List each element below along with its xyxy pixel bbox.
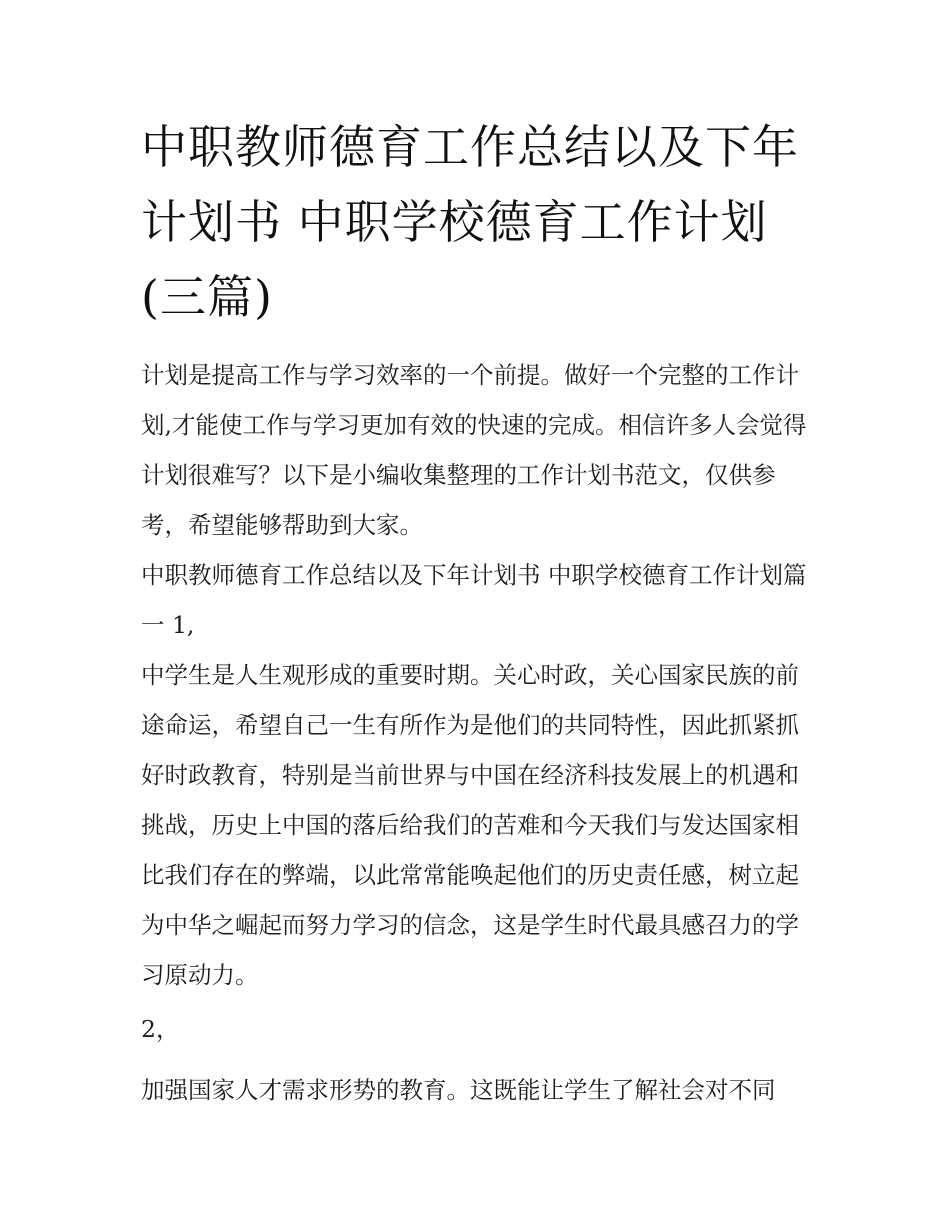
point-2-paragraph: 加强国家人才需求形势的教育。这既能让学生了解社会对不同 — [141, 1076, 776, 1104]
point-1-paragraph: 中学生是人生观形成的重要时期。关心时政，关心国家民族的前途命运，希望自己一生有所作为是他们的共同特性，因此抓紧抓好时政教育，特别是当前世界与中国在经济科技发展上的机遇和挑战，历史上中国的落后给我们的苦难和今天我们与发达国家相比我们存在的弊端，以此常常能唤起他们的历史责任感，树立起为中华之崛起而努力学习的信念，这是学生时代最具感召力的学习原动力。 — [141, 661, 799, 989]
section-heading: 中职教师德育工作总结以及下年计划书 中职学校德育工作计划篇一 1, — [141, 561, 807, 639]
intro-paragraph: 计划是提高工作与学习效率的一个前提。做好一个完整的工作计划,才能使工作与学习更加有效的快速的完成。相信许多人会觉得计划很难写？以下是小编收集整理的工作计划书范文，仅供参考，希望能够帮助到大家。 — [141, 361, 807, 539]
document-title: 中职教师德育工作总结以及下年计划书 中职学校德育工作计划(三篇) — [141, 120, 799, 324]
document-body — [141, 110, 813, 1115]
point-2-number: 2， — [141, 1015, 180, 1043]
